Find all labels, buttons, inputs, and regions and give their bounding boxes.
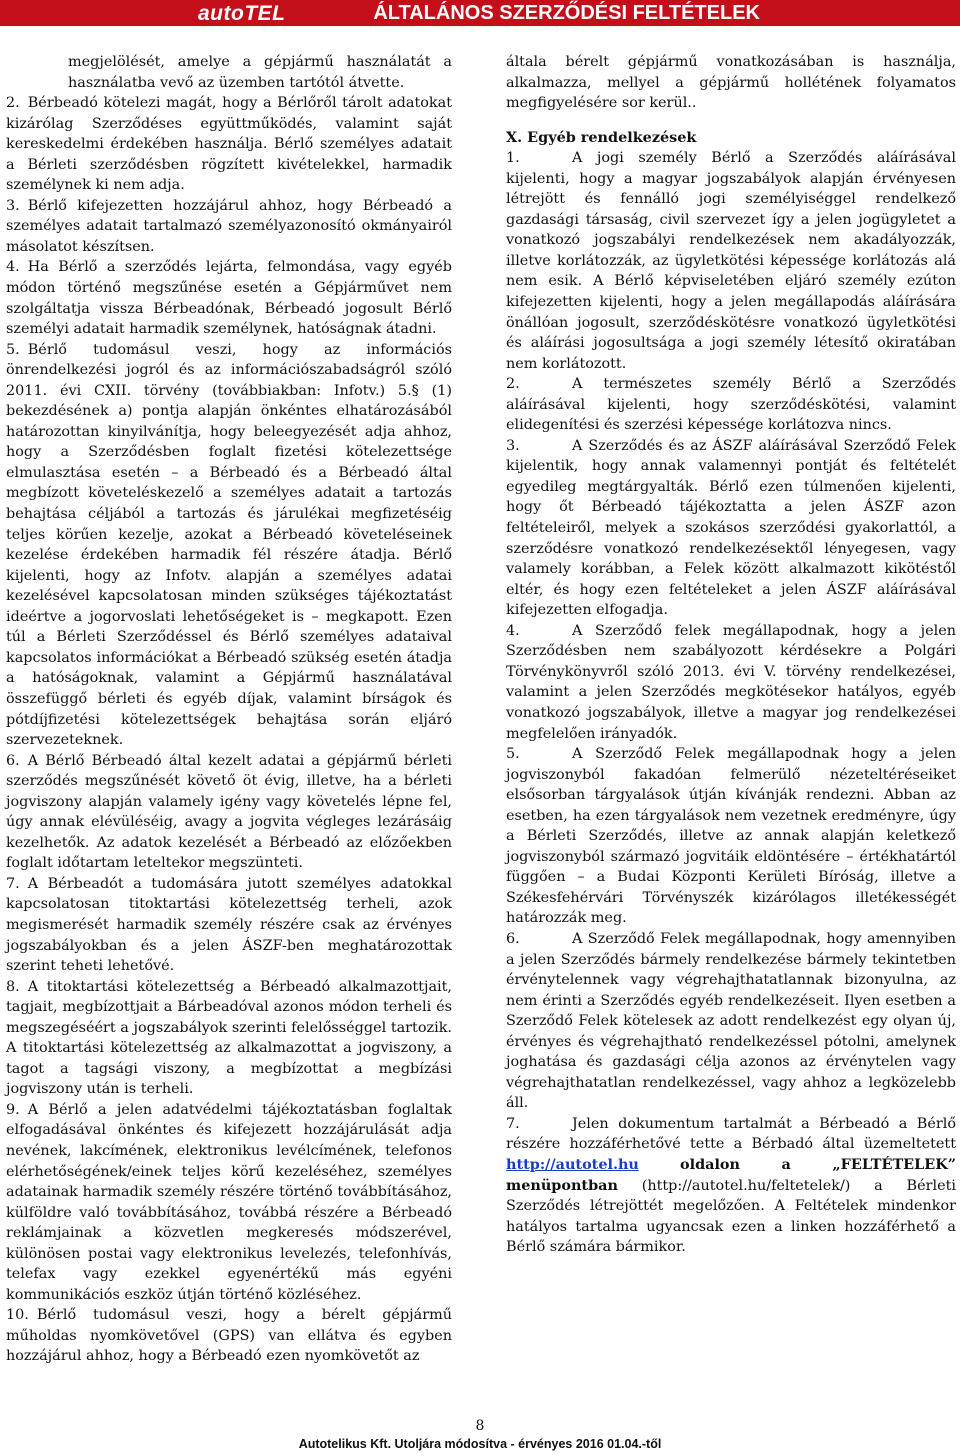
item-number: 6. — [506, 930, 520, 947]
item-text: A Bérlő Bérbeadó által kezelt adatai a gépjármű bérleti szerződés megszűnését követő öt évig, illetve, ha a bérleti jogviszony alapján valamely igény vagy követelés lépne fel, úgy annak elévüléséig, avagy a jogvita végleges lezárásáig kezelhetők. Az adatok kezelését a Bérbeadó az előzőekben foglalt időtartam leteltekor megszünteti. — [6, 752, 452, 872]
page-number: 8 — [475, 1418, 485, 1434]
item-number: 9. — [6, 1101, 20, 1118]
section-item-1 — [506, 148, 956, 374]
document-title: ÁLTALÁNOS SZERZŐDÉSI FELTÉTELEK — [373, 2, 760, 24]
item-text: A jogi személy Bérlő a Szerződés aláírásával kijelenti, hogy a magyar jogszabályok alapján érvényesen létrejött és fennálló jogi személyiséggel rendelkező gazdasági társaság, civil szervezet így a jelen jogügyletet a vonatkozó jogszabályi rendelkezések nem akadályozzák, illetve korlátozzák, az ügyletkötési képessége korlátozás alá nem esik. A Bérlő képviseletében eljáró személy ezúton kifejezetten kijelenti, hogy a jelen megállapodás aláírására önállóan jogosult, szerződéskötésre vonatkozó ügyletkötési és aláírási jogosultsága a jogi személy létesítő okiratában nem korlátozott. — [506, 150, 956, 372]
item-number: 5. — [6, 341, 20, 358]
item-text: A Szerződő felek megállapodnak, hogy a jelen Szerződésben nem szabályozott kérdésekre a Polgári Törvénykönyvről szóló 2013. évi V. törvény rendelkezései, valamint a jelen Szerződés megkötésekor hatályos, egyéb vonatkozó jogszabályok, illetve a magyar jog rendelkezései megfelelően irányadók. — [506, 622, 956, 742]
paragraph-continuation: megjelölését, amelye a gépjármű használatát a használatba vevő az üzemben tartótól átvette. — [68, 54, 452, 91]
paragraph-8 — [6, 977, 452, 1100]
left-column — [6, 52, 452, 1367]
item-text: Jelen dokumentum tartalmát a Bérbeadó a Bérlő részére hozzáférhetővé tette a Bérbadó által üzemeltetett — [506, 1115, 956, 1153]
item-text: Ha Bérlő a szerződés lejárta, felmondása, vagy egyéb módon történő megszűnése esetén a Gépjárművet nem szolgáltatja vissza Bérbeadónak, Bérbeadó jogosult Bérlő személyi adatait harmadik személynek, hatóságnak átadni. — [6, 259, 452, 338]
page-footer: Autotelikus Kft. Utoljára módosítva - érvényes 2016 01.04.-től — [298, 1437, 662, 1451]
paragraph-10 — [6, 1305, 452, 1367]
section-item-4 — [506, 621, 956, 744]
item-number: 3. — [506, 437, 520, 454]
item-text: A titoktartási kötelezettség a Bérbeadó alkalmazottjait, tagjait, megbízottjait a Bárbeadóval azonos módon terheli és megszegéséért a jogszabályok szerinti felelősséggel tartozik. A titoktartási kötelezettség az alkalmazottat a jogviszony, a tagot a tagsági viszony, a megbízottat a megbízási jogviszony után is terheli. — [6, 978, 452, 1098]
item-text: Bérlő tudomásul veszi, hogy a bérelt gépjármű műholdas nyomkövetővel (GPS) van ellátva és egyben hozzájárul ahhoz, hogy a Bérbeadó ezen nyomkövetőt az — [6, 1307, 452, 1365]
item-text: Bérlő kifejezetten hozzájárul ahhoz, hogy Bérbeadó a személyes adatait tartalmazó személyazonosító okmányairól másolatot készítsen. — [6, 197, 452, 255]
autotel-link[interactable]: http://autotel.hu — [506, 1155, 639, 1173]
brand-logo: autoTEL — [198, 2, 286, 25]
item-number: 6. — [6, 752, 20, 769]
header-bar — [0, 0, 960, 26]
paragraph-3 — [6, 196, 452, 258]
section-item-5 — [506, 744, 956, 929]
paragraph-continuation: általa bérelt gépjármű vonatkozásában is használja, alkalmazza, mellyel a gépjármű hollétének folyamatos megfigyelésére sor kerül.. — [506, 54, 956, 112]
paragraph-6 — [6, 751, 452, 874]
item-number: 4. — [6, 259, 20, 276]
item-number: 7. — [506, 1115, 520, 1132]
item-text: A Szerződő Felek megállapodnak, hogy amennyiben a jelen Szerződés bármely rendelkezése bármely tekintetben érvénytelennek vagy végrehajthatatlannak bizonyulna, az nem érinti a Szerződés egyéb rendelkezéseit. Ilyen esetben a Szerződő Felek kötelesek az adott rendelkezést egy olyan új, érvényes és végrehajtható rendelkezéssel pótolni, amelynek joghatása és gazdasági célja azonos az érvénytelen vagy végrehajthatatlan rendelkezéssel, vagy ahhoz a legközelebb áll. — [506, 930, 956, 1112]
paragraph-5 — [6, 340, 452, 751]
item-number: 10. — [6, 1307, 29, 1324]
item-text: A természetes személy Bérlő a Szerződés aláírásával kijelenti, hogy szerződéskötési, valamint elidegenítési és szerzési képessége korlátozva nincs. — [506, 376, 956, 434]
item-number: 3. — [6, 197, 20, 214]
section-item-6 — [506, 929, 956, 1114]
paragraph-2 — [6, 93, 452, 196]
item-number: 5. — [506, 746, 520, 763]
item-number: 2. — [506, 376, 520, 393]
section-item-2 — [506, 374, 956, 436]
section-item-3 — [506, 436, 956, 621]
item-number: 7. — [6, 875, 20, 892]
paragraph-7 — [6, 874, 452, 977]
section-item-7 — [506, 1114, 956, 1258]
item-text: Bérbeadó kötelezi magát, hogy a Bérlőről tárolt adatokat kizárólag Szerződéses együttműködés, valamint saját kereskedelmi érdekében használja. Bérlő személyes adatait a Bérleti szerződésben rögzített kivételekkel, harmadik személynek ki nem adja. — [6, 95, 452, 194]
paragraph-4 — [6, 257, 452, 339]
item-text: A Bérbeadót a tudomására jutott személyes adatokkal kapcsolatosan titoktartási kötelezettség terheli, azok megismerését harmadik személy részére csak az érvényes jogszabályokban és a jelen ÁSZF-ben meghatározottak szerint teheti lehetővé. — [6, 875, 452, 975]
item-text: A Szerződő Felek megállapodnak hogy a jelen jogviszonyból fakadóan felmerülő nézeteltéréseiket elsősorban tárgyalások útján kívánják rendezni. Abban az esetben, ha ezen tárgyalások nem vezetnek eredményre, úgy a Bérleti Szerződés, illetve az annak alapján keletkező jogviszonyból származó jogvitáik eldöntésére – értékhatártól függően – a Budai Központi Kerületi Bíróság, illetve a Székesfehérvári Törvényszék kizárólagos illetékességét határozzák meg. — [506, 746, 956, 927]
item-number: 8. — [6, 978, 20, 995]
section-title: X. Egyéb rendelkezések — [506, 128, 697, 146]
item-number: 4. — [506, 622, 520, 639]
item-text-cont: (http://autotel.hu/feltetelek/) a Bérleti Szerződés létrejöttét megelőzően. A Feltételek mindenkor hatályos tartalma ugyancsak ezen a linken hozzáférhető a Bérlő számára bármikor. — [506, 1177, 956, 1256]
item-text: Bérlő tudomásul veszi, hogy az információs önrendelkezési jogról és az információszabadságról szóló 2011. évi CXII. törvény (továbbiakban: Infotv.) 5.§ (1) bekezdésének a) pontja alapján önkéntes elhatározásából határozottan kinyilvánítja, hogy beleegyezését adja ahhoz, hogy a Szerződésben foglalt fizetési kötelezettsége elmulasztása esetén – a Bérbeadó és a Bérbeadó által megbízott követeléskezelő a személyes adatait a tartozás behajtása céljából a tartozás és járulékai megfizetéséig teljes körűen kezelje, azokat a Bérbeadó követeléseinek kezelése érdekében harmadik fél részére átadja. Bérlő kijelenti, hogy az Infotv. alapján a személyes adatai kezelésével kapcsolatosan minden szükséges tájékoztatást ideértve a jogorvoslati lehetőségeket is – megkapott. Ezen túl a Bérleti Szerződéssel és Bérlő személyes adataival kapcsolatos információkat a Bérbeadó szükség esetén átadja a hatóságoknak, valamint a Gépjármű használatával összefüggő bérleti és egyéb díjak, valamint bírságok és pótdíjfizetési kötelezettségek behajtása során eljáró szervezeteknek. — [6, 341, 452, 749]
item-text: A Bérlő a jelen adatvédelmi tájékoztatásban foglaltak elfogadásával önkéntes és kifejezett hozzájárulását adja nevének, lakcímének, elektronikus levélcímének, telefonos elérhetőségének/einek teljes körű kezeléséhez, személyes adatainak harmadik személy részére történő továbbításához, külföldre való továbbításához, továbbá részére a Bérbeadó reklámjainak a közvetlen megkeresés módszerével, különösen postai vagy elektronikus levelezés, telefonhívás, telefax vagy ezekkel egyenértékű más egyéni kommunikációs eszköz útján történő közléséhez. — [6, 1101, 452, 1303]
item-text: A Szerződés és az ÁSZF aláírásával Szerződő Felek kijelentik, hogy annak valamennyi pontját és feltételét egyedileg megtárgyalták. Bérlő ezen túlmenően kijelenti, hogy őt Bérbeadó tájékoztatta a jelen ÁSZF azon feltételeiről, melyek a szokásos szerződési gyakorlattól, a szerződésre vonatkozó rendelkezésektől lényegesen, vagy valamely korábban, a Felek között alkalmazott kikötéstől eltér, és hogy ezen feltételeket a jelen ÁSZF aláírásával kifejezetten elfogadja. — [506, 437, 956, 619]
item-number: 2. — [6, 95, 20, 112]
menu-reference: oldalon a „FELTÉTELEK” menüpontban — [506, 1155, 956, 1194]
right-column — [506, 52, 956, 1258]
paragraph-9 — [6, 1100, 452, 1305]
item-number: 1. — [506, 150, 520, 167]
